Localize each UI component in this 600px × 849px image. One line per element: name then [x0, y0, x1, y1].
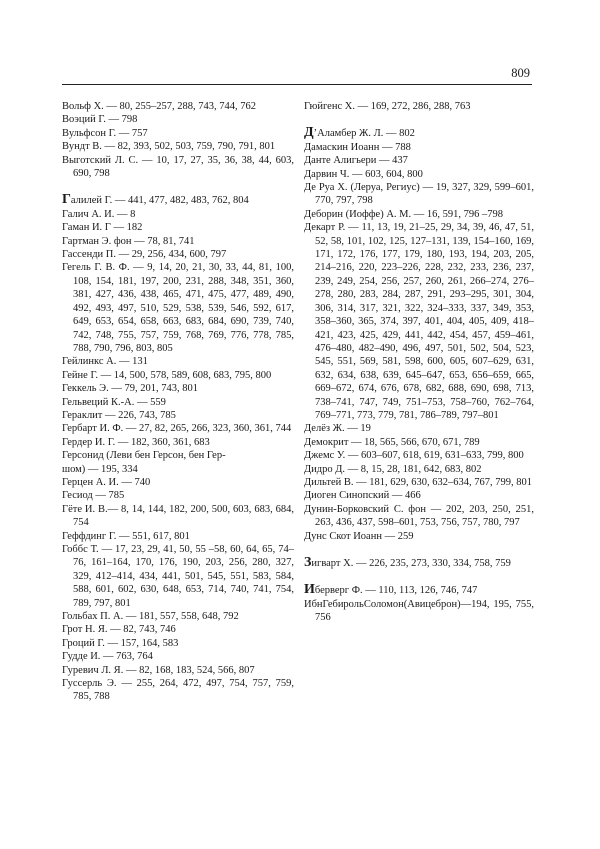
index-entry-text: Дильтей В. — 181, 629, 630, 632–634, 767, 799, 801 [304, 476, 533, 488]
index-entry [304, 126, 534, 140]
index-entry-text: Вульфсон Г. — 757 [62, 127, 148, 139]
index-entry-text: Гроций Г. — 157, 164, 583 [62, 637, 179, 649]
index-entry [62, 382, 294, 395]
index-entry [62, 610, 294, 623]
index-entry-text: берверг Ф. — 110, 113, 126, 746, 747 [314, 585, 478, 597]
index-entry [304, 463, 534, 476]
index-entry [62, 623, 294, 636]
index-entry-text: Гербарт И. Ф. — 27, 82, 265, 266, 323, 360, 361, 744 [62, 423, 292, 435]
index-entry [304, 208, 534, 221]
index-entry [62, 449, 294, 476]
index-entry [304, 556, 534, 570]
index-entry-text: Джемс У. — 603–607, 618, 619, 631–633, 799, 800 [304, 450, 524, 462]
index-entry [62, 664, 294, 677]
index-entry [62, 396, 294, 409]
index-entry-text: игварт Х. — 226, 235, 273, 330, 334, 758, 759 [311, 558, 511, 569]
page-number: 809 [511, 66, 530, 80]
index-entry-text: Выготский Л. С. — 10, 17, 27, 35, 36, 38, 44, 603, 690, 798 [62, 154, 294, 180]
index-entry [304, 436, 534, 449]
index-entry-text: Вундт В. — 82, 393, 502, 503, 759, 790, 791, 801 [62, 141, 276, 153]
index-entry-text: Гуревич Л. Я. — 82, 168, 183, 524, 566, 807 [62, 664, 255, 676]
index-entry-text: Гассенди П. — 29, 256, 434, 600, 797 [62, 249, 227, 261]
index-entry-text: Гюйгенс Х. — 169, 272, 286, 288, 763 [304, 101, 471, 112]
index-entry [304, 221, 534, 422]
index-entry-text: Гуссерль Э. — 255, 264, 472, 497, 754, 757, 759, 785, 788 [62, 678, 294, 703]
index-entry [304, 181, 534, 208]
letter-section-gap [304, 570, 534, 583]
section-initial-letter: Г [62, 192, 71, 208]
index-entry [62, 543, 294, 610]
index-entry [62, 221, 294, 234]
index-entry [62, 261, 294, 355]
index-entry-text: Гоббс Т. — 17, 23, 29, 41, 50, 55 –58, 60, 64, 65, 74–76, 161–164, 170, 176, 190, 203, 256, 280, 327, 329, 412–414, 434, 441, 501, 545, 551, 583, 584, 588, 601, 602, 630, 648, 653, 714, 740, 741, 754, 789, 797, 801 [62, 544, 294, 609]
index-entry [304, 503, 534, 530]
index-entry [62, 503, 294, 530]
index-entry [62, 530, 294, 543]
index-entry [62, 355, 294, 368]
index-entry-text: алилей Г. — 441, 477, 482, 483, 762, 804 [70, 195, 249, 207]
index-entry-text: Данте Алигьери — 437 [304, 155, 408, 167]
index-entry [62, 436, 294, 449]
index-entry [62, 677, 294, 704]
index-entry-text: Гесиод — 785 [62, 490, 125, 502]
index-column-right [304, 100, 534, 625]
index-entry-text: Де Руа Х. (Леруа, Региус) — 19, 327, 329, 599–601, 770, 797, 798 [304, 182, 534, 207]
index-entry [304, 489, 534, 502]
index-entry [62, 208, 294, 221]
index-entry-text: Гейне Г. — 14, 500, 578, 589, 608, 683, 795, 800 [62, 369, 272, 381]
index-entry-text: Гаман И. Г — 182 [62, 222, 143, 234]
index-entry [304, 598, 534, 625]
index-entry-text: Декарт Р. — 11, 13, 19, 21–25, 29, 34, 39, 46, 47, 51, 52, 58, 101, 102, 125, 127–131, 139, 154–160, 169, 171, 172, 176, 177, 179, 180, 193, 194, 203, 205, 214–216, 220, 223–226, 228, 232, 233, 236, 237, 239, 249, 254, 256, 257, 260, 261, 266–274, 276–278, 280, 283, 284, 287, 291, 293–295, 301, 304, 306, 314, 317, 321, 322, 324–333, 337, 349, 353, 358–360, 365, 374, 397, 401, 404, 405, 409, 418–421, 423, 425, 429, 441, 442, 454, 457, 459–461, 476–480, 482–490, 496, 497, 501, 502, 504, 523, 545, 551, 569, 581, 598, 600, 605, 607–629, 631, 632, 634, 638, 639, 645–647, 653, 656–659, 665, 669–672, 674, 676, 678, 682, 688, 690, 698, 713, 738–741, 747, 749, 751–753, 758–760, 762–764, 769–771, 773, 779, 781, 786–789, 797–801 [304, 222, 534, 421]
index-entry [62, 409, 294, 422]
index-entry [62, 650, 294, 663]
index-entry-text: Дарвин Ч. — 603, 604, 800 [304, 168, 423, 180]
index-entry-text: Геффдинг Г. — 551, 617, 801 [62, 530, 190, 542]
index-entry-text: ’Аламбер Ж. Л. — 802 [313, 128, 415, 140]
section-initial-letter: З [304, 555, 312, 570]
index-entry [62, 154, 294, 181]
index-entry [62, 113, 294, 126]
index-entry [304, 100, 534, 113]
index-entry [62, 127, 294, 140]
index-entry-text: Дунин-Борковский С. фон — 202, 203, 250, 251, 263, 436, 437, 598–601, 753, 756, 757, 780, 797 [304, 503, 534, 529]
index-entry-text: Демокрит — 18, 565, 566, 670, 671, 789 [304, 436, 480, 448]
index-entry-text: Воэций Г. — 798 [62, 114, 138, 126]
index-entry-text: Галич А. И. — 8 [62, 208, 136, 220]
letter-section-gap [62, 180, 294, 193]
index-entry-text: Гольбах П. А. — 181, 557, 558, 648, 792 [62, 611, 239, 623]
index-entry [304, 583, 534, 597]
index-entry [62, 369, 294, 382]
index-entry-text: Геккель Э. — 79, 201, 743, 801 [62, 383, 198, 395]
index-entry-text: Дидро Д. — 8, 15, 28, 181, 642, 683, 802 [304, 463, 482, 475]
index-entry-text: Делёз Ж. — 19 [304, 423, 371, 435]
index-entry [62, 476, 294, 489]
index-entry-text: Грот Н. Я. — 82, 743, 746 [62, 624, 176, 636]
index-entry-text: Деборин (Иоффе) А. М. — 16, 591, 796 –798 [304, 208, 503, 220]
index-column-left [62, 100, 294, 704]
index-entry [62, 422, 294, 435]
letter-section-gap [304, 113, 534, 126]
index-entry-text: Вольф Х. — 80, 255–257, 288, 743, 744, 762 [62, 101, 257, 112]
index-entry [304, 422, 534, 435]
index-entry-text: Дунс Скот Иоанн — 259 [304, 530, 414, 542]
index-entry [304, 530, 534, 543]
index-entry-text: Гёте И. В.— 8, 14, 144, 182, 200, 500, 603, 683, 684, 754 [62, 503, 294, 529]
index-entry [304, 154, 534, 167]
index-entry [304, 476, 534, 489]
index-entry-text: Диоген Синопский — 466 [304, 490, 421, 502]
section-initial-letter: И [304, 582, 315, 598]
index-entry [304, 449, 534, 462]
index-entry [62, 235, 294, 248]
index-entry-text: Герцен А. И. — 740 [62, 476, 151, 488]
index-entry-text: Гудде И. — 763, 764 [62, 651, 153, 663]
index-entry [62, 193, 294, 207]
index-entry-text: Гераклит — 226, 743, 785 [62, 409, 176, 421]
index-entry-text: ИбнГебирольСоломон(Авицеброн)—194, 195, 755, 756 [304, 598, 534, 624]
index-entry [62, 100, 294, 113]
index-entry-text: Гегель Г. В. Ф. — 9, 14, 20, 21, 30, 33, 44, 81, 100, 108, 154, 181, 197, 200, 231, 288, 348, 351, 360, 381, 427, 436, 438, 465, 471, 475, 477, 489, 490, 492, 493, 497, 510, 529, 538, 539, 546, 592, 617, 649, 653, 654, 658, 663, 683, 684, 690, 739, 740, 742, 748, 755, 757, 759, 768, 769, 776, 778, 785, 788, 790, 796, 803, 805 [62, 262, 294, 354]
index-entry [62, 489, 294, 502]
index-entry [62, 637, 294, 650]
letter-section-gap [304, 543, 534, 556]
index-entry [304, 141, 534, 154]
index-entry [304, 168, 534, 181]
index-entry-text: Гельвеций К.-А. — 559 [62, 396, 166, 408]
section-initial-letter: Д [304, 125, 314, 141]
index-entry-text: Гердер И. Г. — 182, 360, 361, 683 [62, 436, 210, 448]
index-entry-text: Гейлинкс А. — 131 [62, 356, 148, 368]
header-rule [62, 84, 532, 85]
index-entry-line: Герсонид (Леви бен Герсон, бен Гер- [62, 450, 226, 462]
index-entry-text: Дамаскин Иоанн — 788 [304, 141, 411, 153]
index-entry-line: шом) — 195, 334 [62, 463, 138, 475]
index-entry [62, 248, 294, 261]
index-entry [62, 140, 294, 153]
index-entry-text: Гартман Э. фон — 78, 81, 741 [62, 235, 195, 247]
